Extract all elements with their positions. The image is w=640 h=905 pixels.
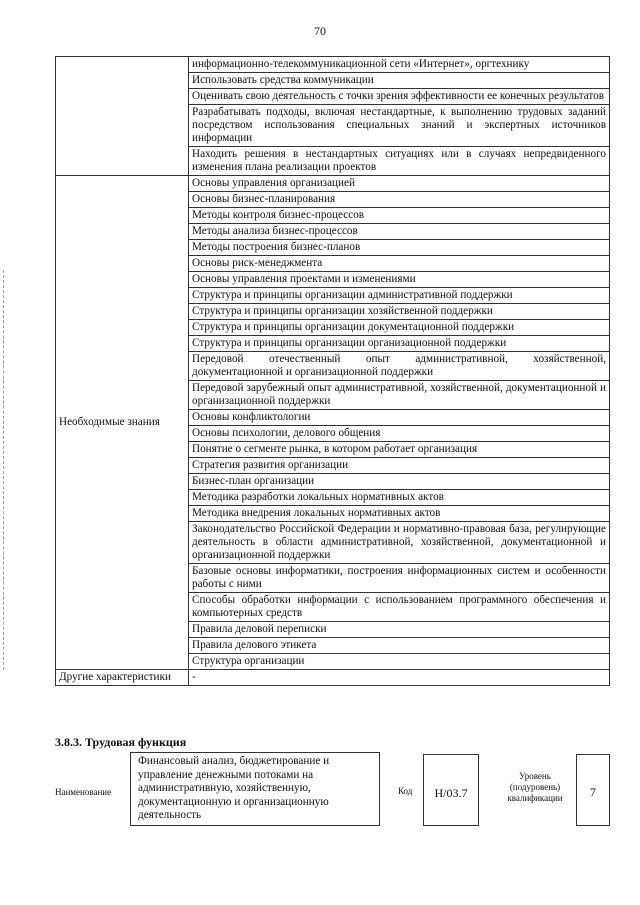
table-cell-item: Основы управления организацией (189, 176, 610, 192)
table-cell-empty-label (56, 57, 189, 176)
function-code-label: Код (398, 786, 413, 796)
other-characteristics-label: Другие характеристики (56, 670, 189, 686)
table-cell-item: Использовать средства коммуникации (189, 73, 610, 89)
table-cell-item: Методика разработки локальных нормативных актов (189, 490, 610, 506)
table-cell-item: Основы бизнес-планирования (189, 192, 610, 208)
table-cell-item: Способы обработки информации с использованием программного обеспечения и компьютерных средств (189, 593, 610, 622)
function-code-value: Н/03.7 (423, 754, 479, 826)
table-cell-item: Основы управления проектами и изменениями (189, 272, 610, 288)
function-name-label: Наименование (55, 787, 112, 797)
qualification-level-label: Уровень (подуровень) квалификации (507, 771, 563, 803)
qualification-level-value: 7 (576, 754, 610, 826)
table-cell-item: Разрабатывать подходы, включая нестандартные, к выполнению трудовых заданий посредством использования специальных знаний и экспертных источников информации (189, 105, 610, 147)
table-cell-item: Оценивать свою деятельность с точки зрения эффективности ее конечных результатов (189, 89, 610, 105)
table-cell-item: Структура и принципы организации хозяйственной поддержки (189, 304, 610, 320)
labor-function-row (55, 752, 615, 832)
table-cell-item: Понятие о сегменте рынка, в котором работает организация (189, 442, 610, 458)
page-number: 70 (314, 24, 326, 38)
requirements-table (55, 56, 610, 686)
table-cell-item: - (189, 670, 610, 686)
table-cell-item: Законодательство Российской Федерации и нормативно-правовая база, регулирующие деятельность в области административной, хозяйственной, документационной и организационной поддержки (189, 522, 610, 564)
table-cell-item: Основы психологии, делового общения (189, 426, 610, 442)
table-cell-item: Находить решения в нестандартных ситуациях или в случаях непредвиденного изменения плана реализации проектов (189, 147, 610, 176)
table-cell-item: Передовой отечественный опыт административной, хозяйственной, документационной и организационной поддержки (189, 352, 610, 381)
table-cell-item: Правила деловой переписки (189, 622, 610, 638)
table-cell-item: Методы анализа бизнес-процессов (189, 224, 610, 240)
section-title: 3.8.3. Трудовая функция (55, 735, 187, 749)
table-cell-item: Основы риск-менеджмента (189, 256, 610, 272)
table-cell-item: Стратегия развития организации (189, 458, 610, 474)
table-cell-item: Структура организации (189, 654, 610, 670)
table-row (56, 176, 610, 192)
table-row (56, 670, 610, 686)
table-cell-item: Базовые основы информатики, построения информационных систем и особенности работы с ними (189, 564, 610, 593)
table-cell-item: Структура и принципы организации административной поддержки (189, 288, 610, 304)
table-cell-item: Структура и принципы организации организационной поддержки (189, 336, 610, 352)
table-cell-item: Структура и принципы организации документационной поддержки (189, 320, 610, 336)
table-cell-item: Методы контроля бизнес-процессов (189, 208, 610, 224)
margin-line (3, 270, 4, 670)
function-name-value: Финансовый анализ, бюджетирование и управление денежными потоками на административную, хозяйственную, документационную и организационную деятельность (130, 752, 380, 826)
table-cell-item: информационно-телекоммуникационной сети «Интернет», оргтехнику (189, 57, 610, 73)
table-cell-item: Передовой зарубежный опыт административной, хозяйственной, документационной и организационной поддержки (189, 381, 610, 410)
table-cell-item: Бизнес-план организации (189, 474, 610, 490)
table-cell-item: Правила делового этикета (189, 638, 610, 654)
table-cell-item: Методика внедрения локальных нормативных актов (189, 506, 610, 522)
table-row (56, 57, 610, 73)
knowledge-label: Необходимые знания (56, 176, 189, 670)
table-cell-item: Основы конфликтологии (189, 410, 610, 426)
table-cell-item: Методы построения бизнес-планов (189, 240, 610, 256)
